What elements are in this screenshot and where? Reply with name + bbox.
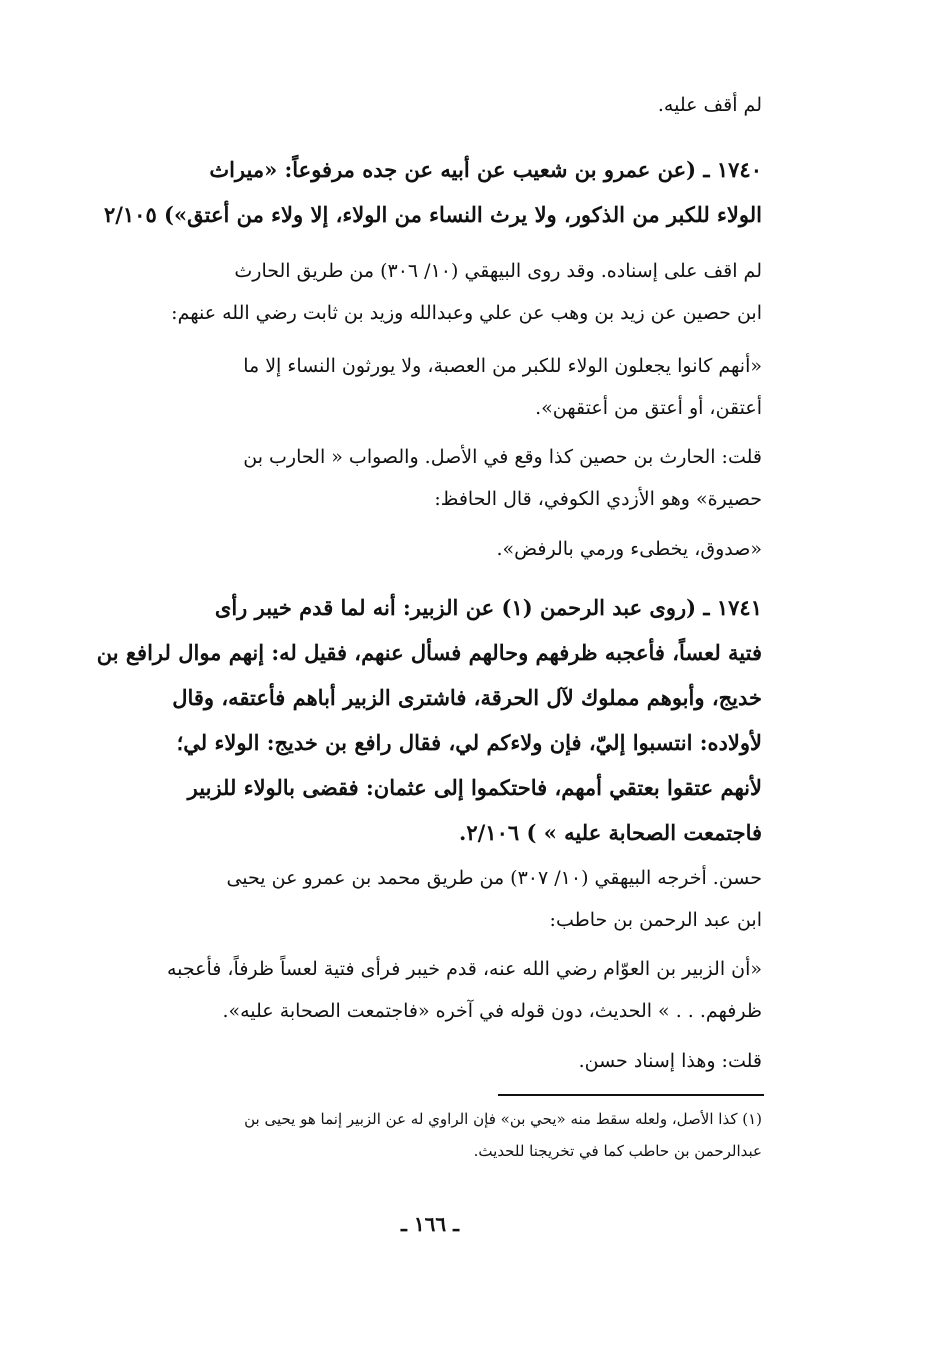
text-line: حصيرة» وهو الأزدي الكوفي، قال الحافظ:: [434, 488, 762, 510]
text-line: فاجتمعت الصحابة عليه » ) ٢/١٠٦.: [459, 820, 762, 845]
text-line: ظرفهم. . . » الحديث، دون قوله في آخره «فاجتمعت الصحابة عليه».: [222, 1000, 762, 1022]
paragraph-takhrij-1740: [82, 250, 762, 334]
text-line: لأنهم عتقوا بعتقي أمهم، فاحتكموا إلى عثمان: فقضى بالولاء للزبير: [187, 775, 762, 800]
hadith-1741: [82, 585, 762, 855]
text-line: لم أقف عليه.: [657, 94, 762, 116]
footnote-separator: [498, 1094, 764, 1096]
text-line: لم اقف على إسناده. وقد روى البيهقي (١٠/ ٣٠٦) من طريق الحارث: [234, 260, 762, 282]
quote-hafiz: [82, 528, 762, 570]
text-line: لأولاده: انتسبوا إليّ، فإن ولاءكم لي، فقال رافع بن خديج: الولاء لي؛: [176, 730, 762, 755]
text-line: «أنهم كانوا يجعلون الولاء للكبر من العصبة، ولا يورثون النساء إلا ما: [243, 355, 762, 377]
text-line: ١٧٤٠ ـ (عن عمرو بن شعيب عن أبيه عن جده مرفوعاً: «ميراث: [209, 157, 762, 182]
text-line: «أن الزبير بن العوّام رضي الله عنه، قدم خيبر فرأى فتية لعساً ظرفاً، فأعجبه: [166, 958, 762, 980]
text-line: ابن عبد الرحمن بن حاطب:: [549, 909, 762, 931]
text-line: ابن حصين عن زيد بن وهب عن علي وعبدالله وزيد بن ثابت رضي الله عنهم:: [171, 302, 762, 324]
paragraph-note-harith: [82, 436, 762, 520]
quote-zubair: [82, 948, 762, 1032]
text-line: حسن. أخرجه البيهقي (١٠/ ٣٠٧) من طريق محمد بن عمرو عن يحيى: [226, 867, 762, 889]
text-line: (١) كذا الأصل، ولعله سقط منه «يحي بن» فإن الراوي له عن الزبير إنما هو يحيى بن: [244, 1110, 762, 1128]
text-line: ١٧٤١ ـ (روى عبد الرحمن (١) عن الزبير: أنه لما قدم خيبر رأى: [214, 595, 762, 620]
quote-athar: [82, 345, 762, 429]
hadith-1740: [82, 147, 762, 237]
paragraph-not-found-1: [82, 84, 762, 126]
text-line: عبدالرحمن بن حاطب كما في تخريجنا للحديث.: [473, 1142, 762, 1160]
paragraph-takhrij-1741: [82, 857, 762, 941]
text-line: فتية لعساً، فأعجبه ظرفهم وحالهم فسأل عنهم، فقيل له: إنهم موال لرافع بن: [96, 640, 762, 665]
paragraph-verdict: [82, 1040, 762, 1082]
text-line: قلت: الحارث بن حصين كذا وقع في الأصل. والصواب « الحارب بن: [243, 446, 762, 468]
footnote-1: [82, 1103, 762, 1167]
text-line: قلت: وهذا إسناد حسن.: [578, 1050, 762, 1072]
text-line: أعتقن، أو أعتق من أعتقهن».: [535, 397, 762, 419]
text-line: الولاء للكبر من الذكور، ولا يرث النساء من الولاء، إلا ولاء من أعتق») ٢/١٠٥: [103, 202, 762, 227]
page-number: ـ ١٦٦ ـ: [401, 1212, 459, 1236]
text-line: «صدوق، يخطىء ورمي بالرفض».: [496, 538, 762, 560]
text-line: خديج، وأبوهم مملوك لآل الحرقة، فاشترى الزبير أباهم فأعتقه، وقال: [172, 685, 762, 710]
